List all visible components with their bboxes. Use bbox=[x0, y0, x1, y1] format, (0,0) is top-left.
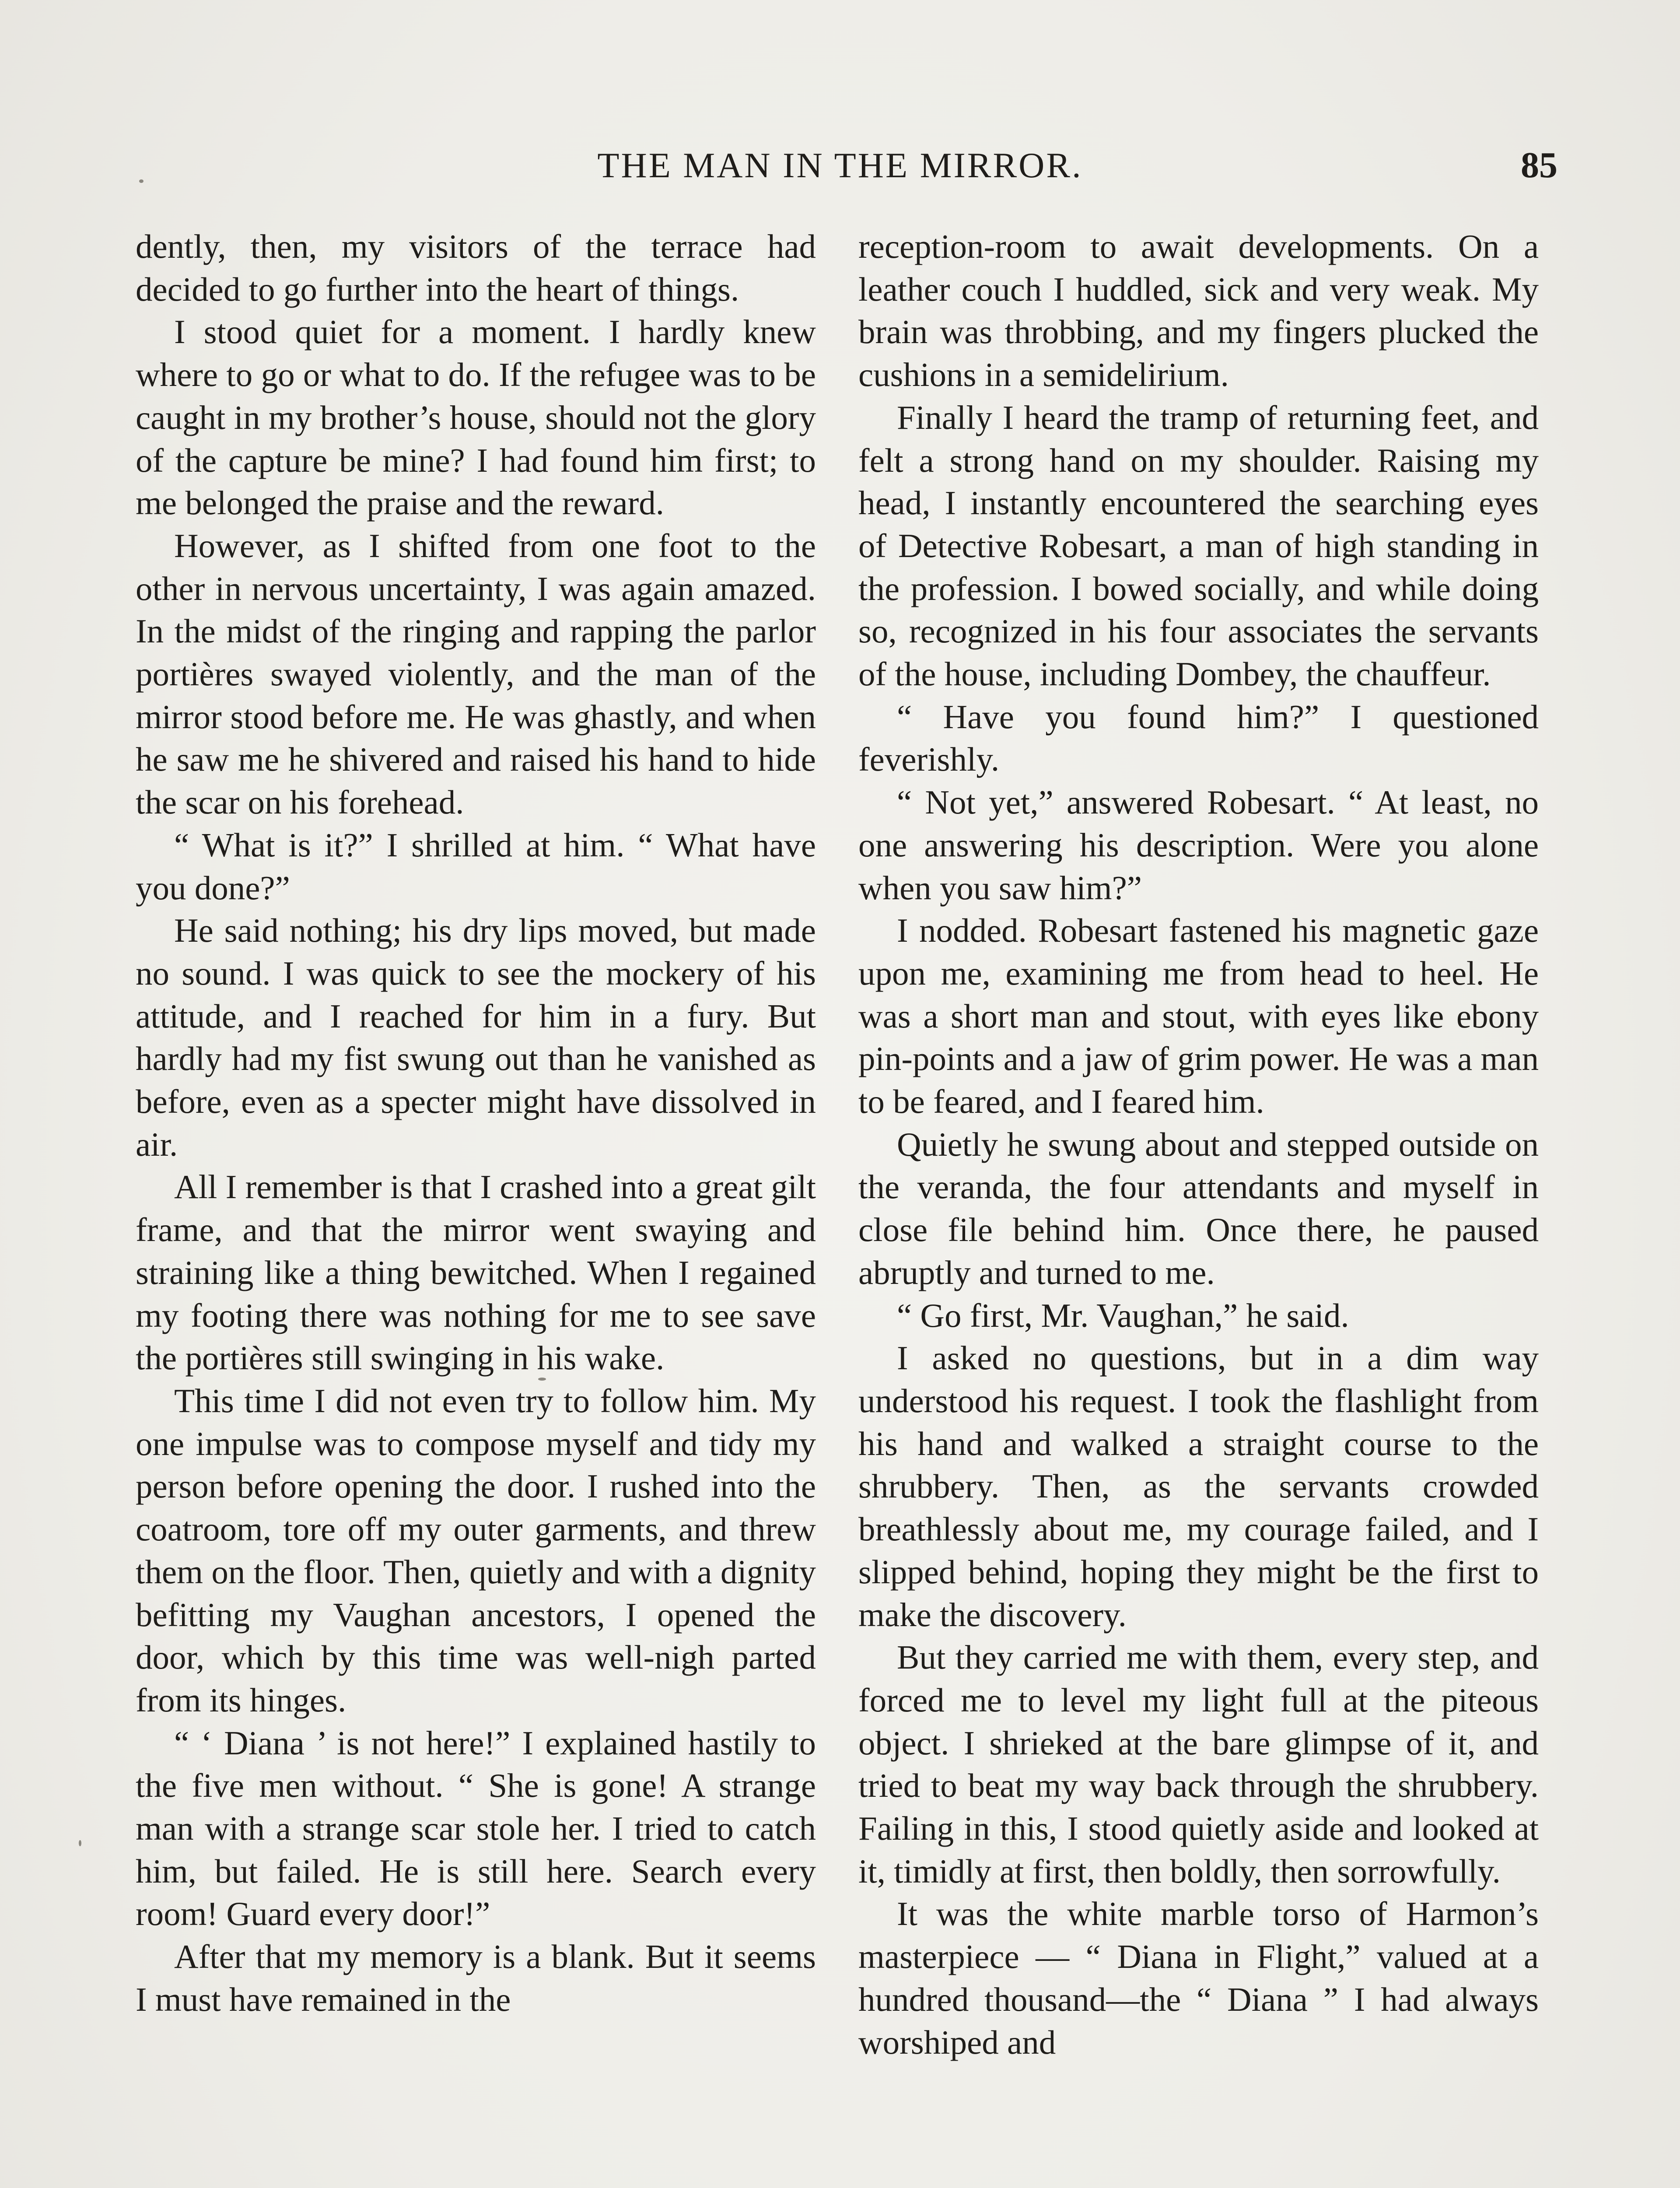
paragraph: reception-room to await developments. On a leather couch I huddled, sick and very weak. My brain was throbbing, and my fingers plucked the cushions in a semidelirium. bbox=[858, 228, 1539, 394]
paragraph: “ Not yet,” answered Robesart. “ At least, no one answering his description. Were you alone when you saw him?” bbox=[858, 783, 1539, 907]
paragraph: Quietly he swung about and stepped outside on the veranda, the four attendants and myself in close file behind him. Once there, he paused abruptly and turned to me. bbox=[858, 1125, 1539, 1291]
paper-speck bbox=[139, 179, 144, 183]
paragraph: But they carried me with them, every step, and forced me to level my light full at the piteous object. I shrieked at the bare glimpse of it, and tried to beat my way back through the shrubbery. Failing in this, I stood quietly aside and looked at it, timidly at first, then boldly, then sorrowfully. bbox=[858, 1638, 1539, 1890]
paragraph: I nodded. Robesart fastened his magnetic gaze upon me, examining me from head to heel. He was a short man and stout, with eyes like ebony pin-points and a jaw of grim power. He was a man to be feared, and I feared him. bbox=[858, 912, 1539, 1121]
paragraph: However, as I shifted from one foot to the other in nervous uncertainty, I was again amazed. In the midst of the ringing and rapping the parlor portières swayed violently, and the man of the mirror stood before me. He was ghastly, and when he saw me he shivered and raised his hand to hide the scar on his forehead. bbox=[136, 526, 816, 821]
paragraph: I asked no questions, but in a dim way understood his request. I took the flashlight from his hand and walked a straight course to the shrubbery. Then, as the servants crowded breathlessly about me, my courage failed, and I slipped behind, hoping they might be the first to make the discovery. bbox=[858, 1339, 1539, 1634]
paragraph: This time I did not even try to follow him. My one impulse was to compose myself and tidy my person before opening the door. I rushed into the coatroom, tore off my outer garments, and threw them on the floor. Then, quietly and with a dignity befitting my Vaughan ancestors, I opened the door, which by this time was well-nigh parted from its hinges. bbox=[136, 1382, 816, 1719]
paragraph: All I remember is that I crashed into a great gilt frame, and that the mirror went swaying and straining like a thing bewitched. When I regained my footing there was nothing for me to see save the portières still swinging in his wake. bbox=[136, 1168, 816, 1377]
paper-speck bbox=[538, 1378, 546, 1381]
paragraph: “ What is it?” I shrilled at him. “ What have you done?” bbox=[136, 826, 816, 907]
paragraph: It was the white marble torso of Harmon’s masterpiece — “ Diana in Flight,” valued at a hundred thousand—the “ Diana ” I had always worshiped and bbox=[858, 1895, 1539, 2061]
left-column bbox=[136, 225, 816, 2021]
paragraph: “ ‘ Diana ’ is not here!” I explained hastily to the five men without. “ She is gone! A strange man with a strange scar stole her. I tried to catch him, but failed. He is still here. Search every room! Guard every door!” bbox=[136, 1724, 816, 1933]
paragraph: dently, then, my visitors of the terrace had decided to go further into the heart of things. bbox=[136, 228, 816, 308]
right-column bbox=[858, 225, 1539, 2064]
page-number: 85 bbox=[1521, 145, 1558, 186]
paragraph: “ Go first, Mr. Vaughan,” he said. bbox=[897, 1296, 1349, 1334]
paragraph: “ Have you found him?” I questioned feverishly. bbox=[858, 698, 1539, 778]
paper-speck bbox=[79, 1840, 81, 1846]
paragraph: He said nothing; his dry lips moved, but made no sound. I was quick to see the mockery of his attitude, and I reached for him in a fury. But hardly had my fist swung out than he vanished as before, even as a specter might have dissolved in air. bbox=[136, 912, 816, 1163]
paragraph: After that my memory is a blank. But it seems I must have remained in the bbox=[136, 1938, 816, 2018]
paragraph: I stood quiet for a moment. I hardly knew where to go or what to do. If the refugee was to be caught in my brother’s house, should not the glory of the capture be mine? I had found him first; to me belonged the praise and the reward. bbox=[136, 313, 816, 522]
running-head bbox=[131, 139, 1558, 192]
running-title: THE MAN IN THE MIRROR. bbox=[597, 145, 1083, 185]
paragraph: Finally I heard the tramp of returning feet, and felt a strong hand on my shoulder. Raising my head, I instantly encountered the searching eyes of Detective Robesart, a man of high standing in the profession. I bowed socially, and while doing so, recognized in his four associates the servants of the house, including Dombey, the chauffeur. bbox=[858, 398, 1539, 693]
